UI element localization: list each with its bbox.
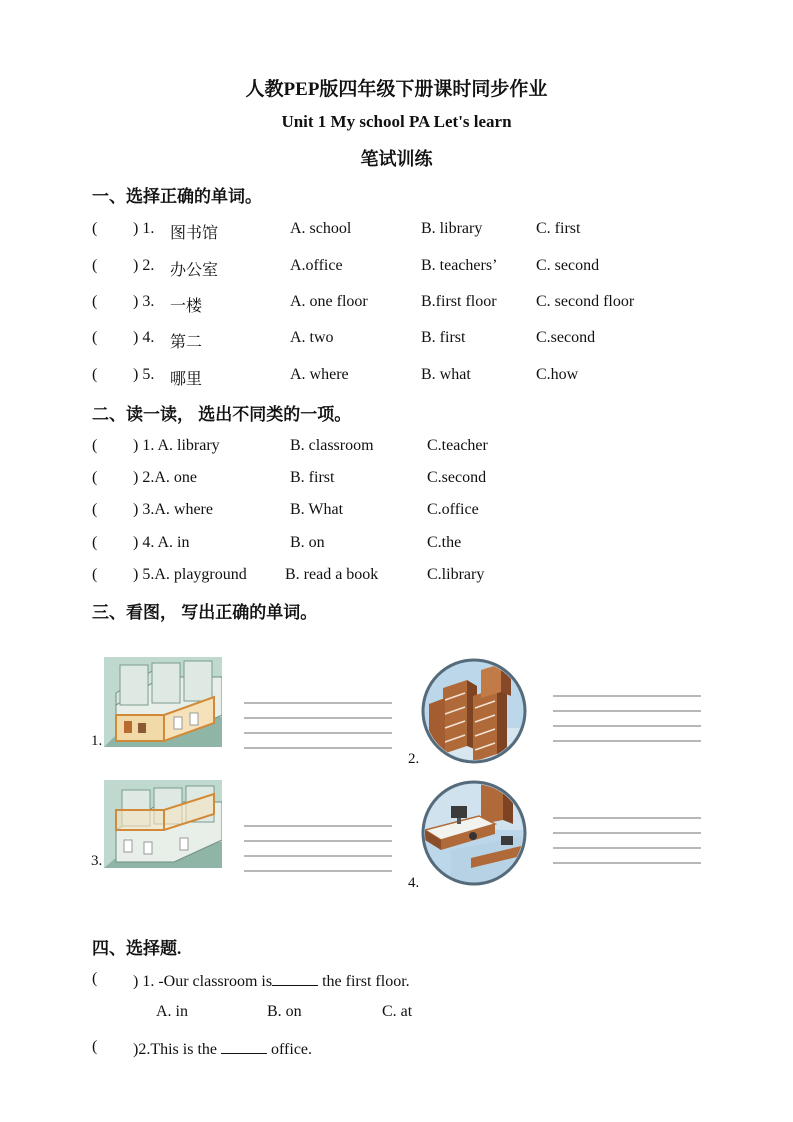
fill-blank[interactable] (272, 970, 318, 986)
question-text: the first floor. (318, 973, 410, 990)
question-number: ) 1. (133, 220, 155, 237)
option-a[interactable]: A. in (156, 1003, 188, 1020)
question-row (92, 366, 692, 390)
picture-number: 2. (408, 751, 420, 767)
question-row (92, 534, 692, 558)
question-text: ) 1. -Our classroom is (133, 973, 273, 990)
option-c[interactable]: C. first (536, 220, 581, 237)
question-row (92, 329, 692, 353)
library-bookshelves-picture (421, 658, 527, 764)
chinese-prompt: 一楼 (170, 298, 203, 315)
option-c[interactable]: C. second floor (536, 293, 635, 310)
question-text: )2.This is the (133, 1041, 221, 1058)
option-c[interactable]: C. at (382, 1003, 413, 1020)
answer-bracket[interactable]: ( (92, 329, 98, 346)
answer-bracket[interactable]: ( (92, 534, 98, 551)
picture-number: 1. (91, 733, 103, 749)
question-number: ) 4. (133, 329, 155, 346)
option-b[interactable]: B. on (290, 534, 325, 551)
chinese-prompt: 哪里 (170, 371, 203, 388)
part4-title: 四、选择题. (92, 939, 182, 958)
options-row (92, 1003, 692, 1027)
answer-lines[interactable] (553, 817, 701, 877)
part1-title: 一、选择正确的单词。 (92, 187, 262, 206)
part3-title: 三、看图， 写出正确的单词。 (92, 603, 318, 622)
option-b[interactable]: B. what (421, 366, 471, 383)
question-number: ) 5. (133, 366, 155, 383)
option-c[interactable]: C.library (427, 566, 485, 583)
school-building-first-floor-picture (104, 657, 222, 747)
option-c[interactable]: C. second (536, 257, 600, 274)
option-c[interactable]: C.second (427, 469, 487, 486)
question-row (92, 220, 692, 244)
answer-bracket[interactable]: ( (92, 469, 98, 486)
question-row (92, 501, 692, 525)
option-a[interactable]: A. school (290, 220, 352, 237)
teachers-office-picture (421, 780, 527, 886)
school-building-second-floor-picture (104, 780, 222, 868)
option-b[interactable]: B. first (290, 469, 335, 486)
answer-lines[interactable] (244, 825, 392, 885)
page-title: 人教PEP版四年级下册课时同步作业 (245, 79, 548, 100)
answer-bracket[interactable]: ( (92, 293, 98, 310)
option-b[interactable]: B.first floor (421, 293, 497, 310)
question-text: office. (267, 1041, 313, 1058)
unit-subtitle: Unit 1 My school PA Let's learn (281, 112, 512, 131)
option-b[interactable]: B. teachers’ (421, 257, 498, 274)
question-row (92, 257, 692, 281)
chinese-prompt: 图书馆 (170, 225, 219, 242)
option-b[interactable]: B. What (290, 501, 344, 518)
option-a[interactable]: A. one floor (290, 293, 368, 310)
question-number-option-a[interactable]: ) 5.A. playground (133, 566, 247, 583)
question-number-option-a[interactable]: ) 3.A. where (133, 501, 213, 518)
answer-bracket[interactable]: ( (92, 437, 98, 454)
option-b[interactable]: B. first (421, 329, 466, 346)
answer-bracket[interactable]: ( (92, 366, 98, 383)
option-c[interactable]: C.second (536, 329, 596, 346)
option-c[interactable]: C.teacher (427, 437, 488, 454)
question-number: ) 2. (133, 257, 155, 274)
part2-title: 二、读一读， 选出不同类的一项。 (92, 405, 352, 424)
fill-blank[interactable] (221, 1038, 267, 1054)
answer-lines[interactable] (553, 695, 701, 755)
answer-bracket[interactable]: ( (92, 566, 98, 583)
question-number-option-a[interactable]: ) 4. A. in (133, 534, 190, 551)
option-a[interactable]: A. where (290, 366, 349, 383)
question-row (92, 566, 692, 590)
answer-bracket[interactable]: ( (92, 970, 98, 987)
option-c[interactable]: C.the (427, 534, 462, 551)
option-b[interactable]: B. classroom (290, 437, 374, 454)
option-a[interactable]: A.office (290, 257, 343, 274)
option-c[interactable]: C.office (427, 501, 479, 518)
option-b[interactable]: B. library (421, 220, 483, 237)
answer-lines[interactable] (244, 702, 392, 762)
chinese-prompt: 办公室 (170, 262, 219, 279)
picture-number: 3. (91, 853, 103, 869)
picture-number: 4. (408, 875, 420, 891)
answer-bracket[interactable]: ( (92, 220, 98, 237)
answer-bracket[interactable]: ( (92, 1038, 98, 1055)
section-heading: 笔试训练 (360, 149, 433, 169)
question-row (92, 293, 692, 317)
option-a[interactable]: A. two (290, 329, 334, 346)
question-row (92, 437, 692, 461)
option-b[interactable]: B. on (267, 1003, 302, 1020)
question-number-option-a[interactable]: ) 1. A. library (133, 437, 220, 454)
chinese-prompt: 第二 (170, 334, 203, 351)
question-number-option-a[interactable]: ) 2.A. one (133, 469, 197, 486)
question-row (92, 469, 692, 493)
question-row (92, 1038, 692, 1062)
answer-bracket[interactable]: ( (92, 257, 98, 274)
option-b[interactable]: B. read a book (285, 566, 379, 583)
question-row (92, 970, 692, 994)
option-c[interactable]: C.how (536, 366, 579, 383)
question-number: ) 3. (133, 293, 155, 310)
answer-bracket[interactable]: ( (92, 501, 98, 518)
